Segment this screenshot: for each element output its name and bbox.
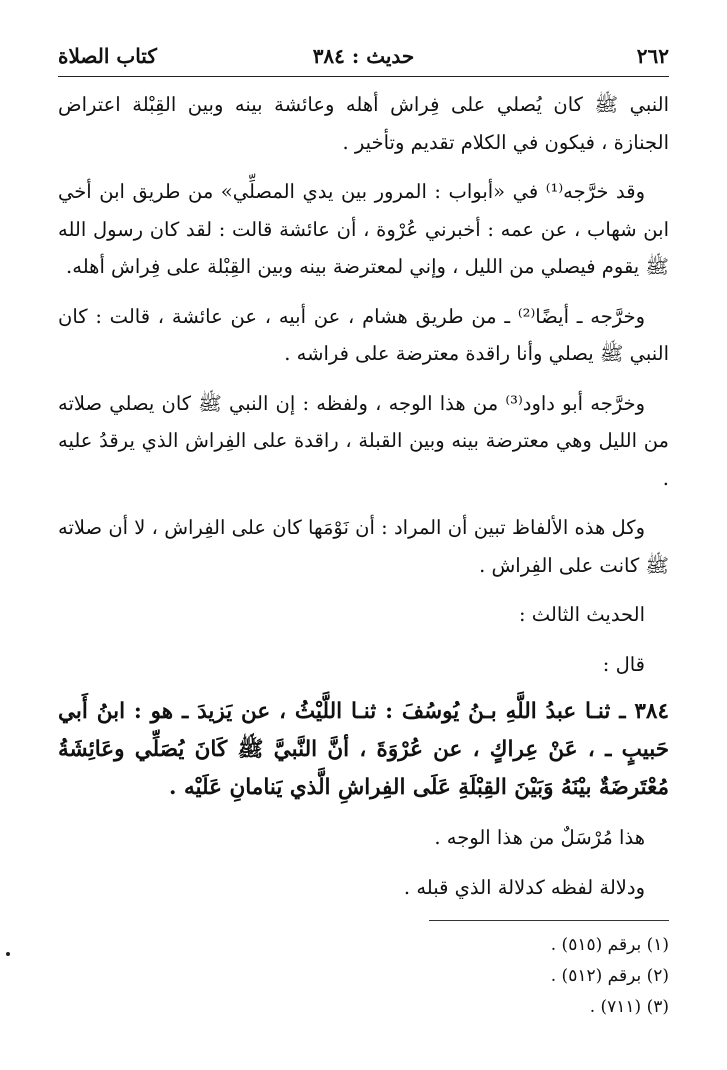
hadith-text-384: ٣٨٤ ـ ثنـا عبدُ اللَّهِ بـنُ يُوسُفَ : ثنـا اللَّيْثُ ، عن يَزيدَ ـ هو : ابنُ أَبي حَبيبٍ ـ ، عَنْ عِراكٍ ، عن عُرْوَةَ ، أنَّ النَّبيَّ ﷺ كَانَ يُصَلِّي وعَائِشَةُ مُعْتَرضَةٌ بيْنَهُ وَبَيْنَ القِبْلَةِ عَلَى الفِراشِ الَّذي يَنامانِ عَلَيْه . [58,699,669,800]
paragraph-continuation: النبي ﷺ كان يُصلي على فِراش أهله وعائشة بينه وبين القِبْلة اعتراض الجنازة ، فيكون في الكلام تقديم وتأخير . [58,93,669,154]
scan-speck [6,952,10,956]
paragraph-takhrij-1: وقد خرَّجه⁽¹⁾ في «أبواب : المرور بين يدي المصلِّي» من طريق ابن أخي ابن شهاب ، عن عمه : أخبرني عُرْوة ، أن عائشة قالت : لقد كان رسول الله ﷺ يقوم فيصلي من الليل ، وإني لمعترضة بينه وبين القِبْلة على فِراش أهله. [58,180,669,278]
footnote-divider [429,920,669,921]
footnote-2: (٢) برقم (٥١٢) . [550,966,669,986]
hadith-number-title: حديث : ٣٨٤ [312,44,415,68]
book-title: كتاب الصلاة [58,44,157,68]
footnote-1: (١) برقم (٥١٥) . [550,935,669,955]
page-number: ٢٦٢ [636,44,669,68]
footnotes [58,930,669,1023]
dalala-note: ودلالة لفظه كدلالة الذي قبله . [403,875,645,899]
section-heading: الحديث الثالث : [519,603,645,626]
mursal-note: هذا مُرْسَلٌ من هذا الوجه . [434,826,645,849]
paragraph-takhrij-2: وخرَّجه ـ أيضًا⁽²⁾ ـ من طريق هشام ، عن أبيه ، عن عائشة ، قالت : كان النبي ﷺ يصلي وأنا راقدة معترضة على فراشه . [58,304,669,365]
paragraph-abu-dawud: وخرَّجه أبو داود⁽³⁾ من هذا الوجه ، ولفظه : إن النبي ﷺ كان يصلي صلاته من الليل وهي معترضة بينه وبين القبلة ، راقدة على الفِراش الذي يرقدُ عليه . [58,391,669,490]
page-header [58,40,669,74]
paragraph-conclusion: وكل هذه الألفاظ تبين أن المراد : أن نَوْمَها كان على الفِراش ، لا أن صلاته ﷺ كانت على الفِراش . [58,516,669,577]
qala-line: قال : [602,652,645,676]
footnote-3: (٣) (٧١١) . [589,997,669,1017]
page-body [58,86,669,906]
header-divider [58,76,669,77]
